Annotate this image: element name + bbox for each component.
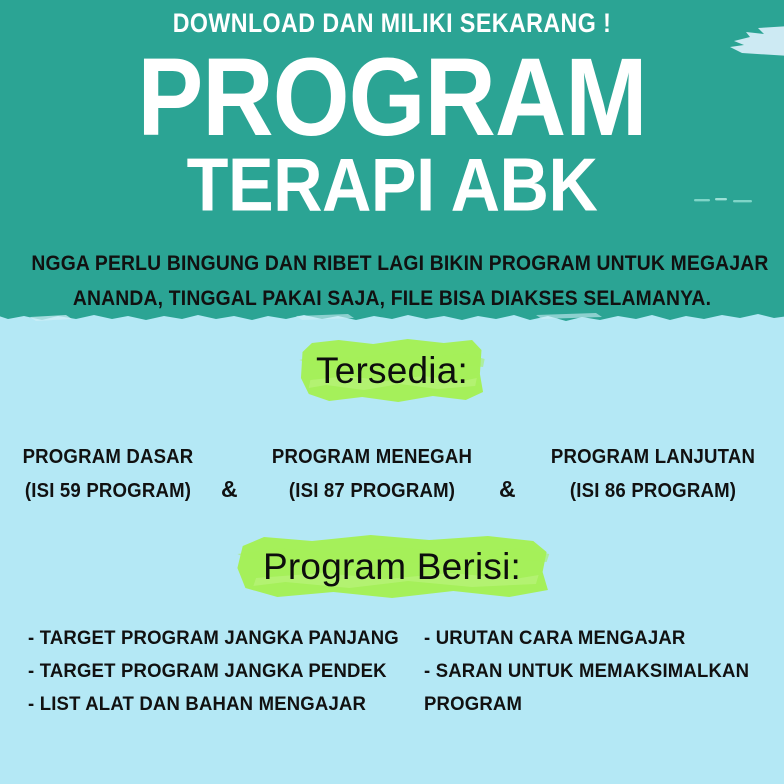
eyebrow-text: DOWNLOAD DAN MILIKI SEKARANG ! xyxy=(172,8,612,38)
tier-name: PROGRAM LANJUTAN xyxy=(550,446,756,468)
tier-separator: & xyxy=(221,476,238,502)
available-heading-label: Tersedia: xyxy=(316,350,468,391)
contents-section-heading xyxy=(0,546,784,606)
lead-text-line-1: NGGA PERLU BINGUNG DAN RIBET LAGI BIKIN PROGRAM UNTUK MEGAJAR xyxy=(31,252,769,275)
list-item: - LIST ALAT DAN BAHAN MENGAJAR xyxy=(28,693,367,715)
tier-separator: & xyxy=(499,476,516,502)
tier-name: PROGRAM DASAR xyxy=(22,446,194,468)
page-subtitle: TERAPI ABK xyxy=(186,143,598,228)
program-tier xyxy=(9,440,206,508)
contents-heading-label: Program Berisi: xyxy=(263,546,521,587)
program-tier-row xyxy=(0,440,784,518)
program-tier xyxy=(531,440,775,508)
contents-list-right xyxy=(424,622,766,721)
tier-count: (ISI 87 PROGRAM) xyxy=(288,480,456,502)
list-item: - TARGET PROGRAM JANGKA PENDEK xyxy=(28,660,387,682)
available-section-heading xyxy=(0,350,784,410)
program-tier xyxy=(257,440,488,508)
list-item: - TARGET PROGRAM JANGKA PANJANG xyxy=(28,627,399,649)
tier-count: (ISI 86 PROGRAM) xyxy=(569,480,737,502)
contents-list-left xyxy=(28,622,427,721)
lead-text-line-2: ANANDA, TINGGAL PAKAI SAJA, FILE BISA DIAKSES SELAMANYA. xyxy=(72,287,712,310)
header-band xyxy=(0,0,784,326)
page-title: PROGRAM xyxy=(137,36,647,160)
list-item: - SARAN UNTUK MEMAKSIMALKAN PROGRAM xyxy=(424,660,750,715)
list-item: - URUTAN CARA MENGAJAR xyxy=(424,627,686,649)
tier-count: (ISI 59 PROGRAM) xyxy=(24,480,192,502)
tier-name: PROGRAM MENEGAH xyxy=(271,446,473,468)
